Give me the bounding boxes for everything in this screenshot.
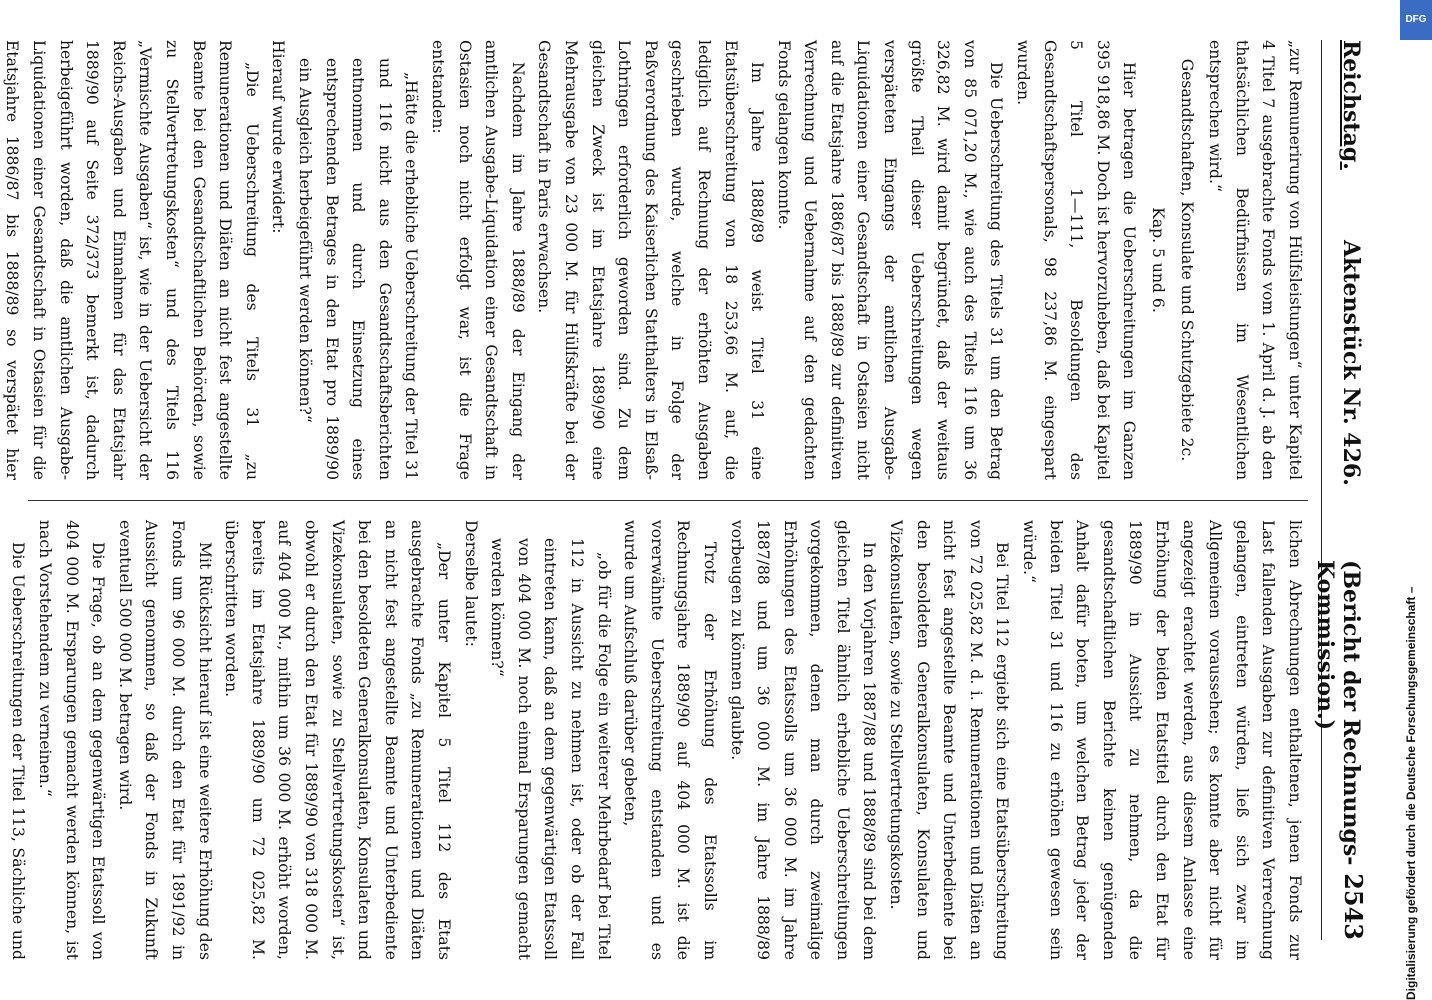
paragraph: Die Frage, ob an dem gegenwärtigen Etatssoll von 404 000 M. Ersparungen gemacht werden können, ist nach Vorstehendem zu verneinen.“ — [36, 520, 108, 960]
header-report-title: (Bericht der Rechnungs-Kommission.) — [1312, 560, 1364, 866]
header-reichstag: Reichstag. — [1338, 40, 1364, 170]
paragraph: Nachdem im Jahre 1888/89 der Eingang der amtlichen Ausgabe-Liquidation einer Gesandtschaft in Ostasien noch nicht erfolgt war, ist die Frage entstanden: — [429, 40, 527, 480]
section-heading: Gesandtschaften, Konsulate und Schutzgebiete 2c. — [1177, 58, 1196, 462]
right-text-column — [0, 520, 1308, 960]
digitization-credit-strip — [1400, 0, 1432, 1000]
column-divider — [28, 500, 1308, 501]
section-heading: Kap. 5 und 6. — [1149, 207, 1168, 313]
paragraph: Die Ueberschreitung des Titels 31 um den Betrag von 85 071,20 M., wie auch des Titels 116 um 36 326,82 M. wird damit begründet, daß der weitaus größte Theil dieser Ueberschreitungen wegen verspäteten Eingangs der amtlichen Ausgabe-Liquidationen einer Gesandtschaft in Ostasien nicht auf die Etatsjahre 1886/87 bis 1888/89 zur definitiven Verrechnung und Uebernahme auf den gedachten Fonds gelangen konnte. — [774, 40, 1006, 480]
paragraph: lichen Abrechnungen enthaltenen, jenen Fonds zur Last fallenden Ausgaben zur definitiven Verrechnung gelangen, eintreten würden, ließ sich zwar im Allgemeinen voraussehen; es konnte aber nicht für angezeigt erachtet werden, aus diesem Anlasse eine Erhöhung der beiden Etatstitel durch den Etat für 1889/90 in Aussicht zu nehmen, da die gesandtschaftlichen Berichte keinen genügenden Anhalt dafür boten, um welchen Betrag jeder der beiden Titel 31 und 116 zu erhöhen gewesen sein würde.“ — [1020, 520, 1304, 960]
quoted-paragraph: „Hätte die erhebliche Ueberschreitung der Titel 31 und 116 nicht aus den Gesandtschaftsberichten entnommen und durch Einsetzung eines entsprechenden Betrages in den Etat pro 1889/90 ein Ausgleich herbeigeführt werden können?“ — [296, 58, 421, 480]
paragraph: Die Ueberschreitungen der Titel 113, Sächliche und — [9, 542, 28, 960]
page-number: 2543 — [1339, 873, 1368, 940]
paragraph: „zur Remunerirung von Hülfsleistungen“ unter Kapitel 4 Titel 7 ausgebrachte Fonds vom 1. April d. J. ab den thatsächlichen Bedürfnissen im Wesentlichen entsprechen wird.“ — [1206, 40, 1304, 480]
paragraph: Bei Titel 112 ergiebt sich eine Etatsüberschreitung von 72 025,82 M. d. i. Remunerationen und Diäten an nicht fest angestellte Beamte und Unterbediente bei den besoldeten Generalkonsulaten, Konsulaten und Vizekonsulaten, sowie zu Stellvertretungskosten. — [887, 520, 1012, 960]
paragraph: Hier betragen die Ueberschreitungen im Ganzen 395 918,86 M. Doch ist hervorzuheben, daß bei Kapitel 5 Titel 1—111, Besoldungen des Gesandtschaftspersonals, 98 237,86 M. eingespart wurden. — [1014, 40, 1139, 480]
paragraph: Trotz der Erhöhung des Etatssolls im Rechnungsjahre 1889/90 auf 404 000 M. ist die vorerwähnte Ueberschreitung entstanden und es wurde um Aufschluß darüber gebeten, — [621, 520, 719, 960]
left-text-column — [0, 40, 1308, 480]
digitization-credit-text: Digitalisierung gefördert durch die Deutsche Forschungsgemeinschaft – — [1404, 586, 1418, 1000]
dfg-logo-badge: DFG — [1400, 0, 1432, 40]
paragraph: Mit Rücksicht hierauf ist eine weitere Erhöhung des Fonds um 96 000 M. durch den Etat für 1891/92 in Aussicht genommen, so daß der Fonds in Zukunft eventuell 500 000 M. betragen wird. — [115, 520, 214, 960]
paragraph: Im Jahre 1888/89 weist Titel 31 eine Etatsüberschreitung von 18 253,66 M. auf, die lediglich auf Rechnung der erhöhten Ausgaben geschrieben wurde, welche in Folge der Paßverordnung des Kaiserlichen Statthalters in Elsaß-Lothringen erforderlich geworden sind. Zu dem gleichen Zweck ist im Etatsjahre 1889/90 eine Mehrausgabe von 23 000 M. für Hülfskräfte bei der Gesandtschaft in Paris erwachsen. — [535, 40, 767, 480]
quoted-paragraph: „ob für die Folge ein weiterer Mehrbedarf bei Titel 112 in Aussicht zu nehmen ist, oder ob der Fall eintreten kann, daß an dem gegenwärtigen Etatssoll von 404 000 M. noch einmal Ersparungen gemacht werden können?“ — [488, 538, 613, 960]
paragraph: „Der unter Kapitel 5 Titel 112 des Etats ausgebrachte Fonds „zu Remunerationen und Diäten an nicht fest angestellte Beamte und Unterbediente bei den besoldeten Generalkonsulaten, Konsulaten und Vizekonsulaten, sowie zu Stellvertretungskosten“ ist, obwohl er durch den Etat für 1889/90 von 318 000 M. auf 404 000 M., mithin um 36 000 M. erhöht worden, bereits im Etatsjahre 1889/90 um 72 025,82 M. überschritten worden. — [222, 520, 453, 960]
page-header — [1312, 40, 1382, 940]
header-aktenstueck: Aktenstück Nr. 426. — [1338, 240, 1364, 486]
paragraph: Derselbe lautet: — [461, 520, 480, 647]
paragraph: „Die Ueberschreitung des Titels 31 „zu Remunerationen und Diäten an nicht fest angestellte Beamte bei den Gesandtschaftlichen Behörden, sowie zu Stellvertretungskosten“ und des Titels 116 „Vermischte Ausgaben“ ist, wie in der Uebersicht der Reichs-Ausgaben und Einnahmen für das Etatsjahr 1889/90 auf Seite 372/373 bemerkt ist, dadurch herbeigeführt worden, daß die amtlichen Ausgabe-Liquidationen einer Gesandtschaft in Ostasien für die Etatsjahre 1886/87 bis 1888/89 so verspätet hier — [3, 40, 261, 480]
paragraph: Hierauf wurde erwidert: — [269, 40, 288, 234]
paragraph: In den Vorjahren 1887/88 und 1888/89 sind bei dem gleichen Titel ähnlich erhebliche Ueberschreitungen vorgekommen, denen man durch zweimalige Erhöhungen des Etatssolls um 36 000 M. im Jahre 1887/88 und um 36 000 M. im Jahre 1888/89 vorbeugen zu können glaubte. — [727, 520, 879, 960]
